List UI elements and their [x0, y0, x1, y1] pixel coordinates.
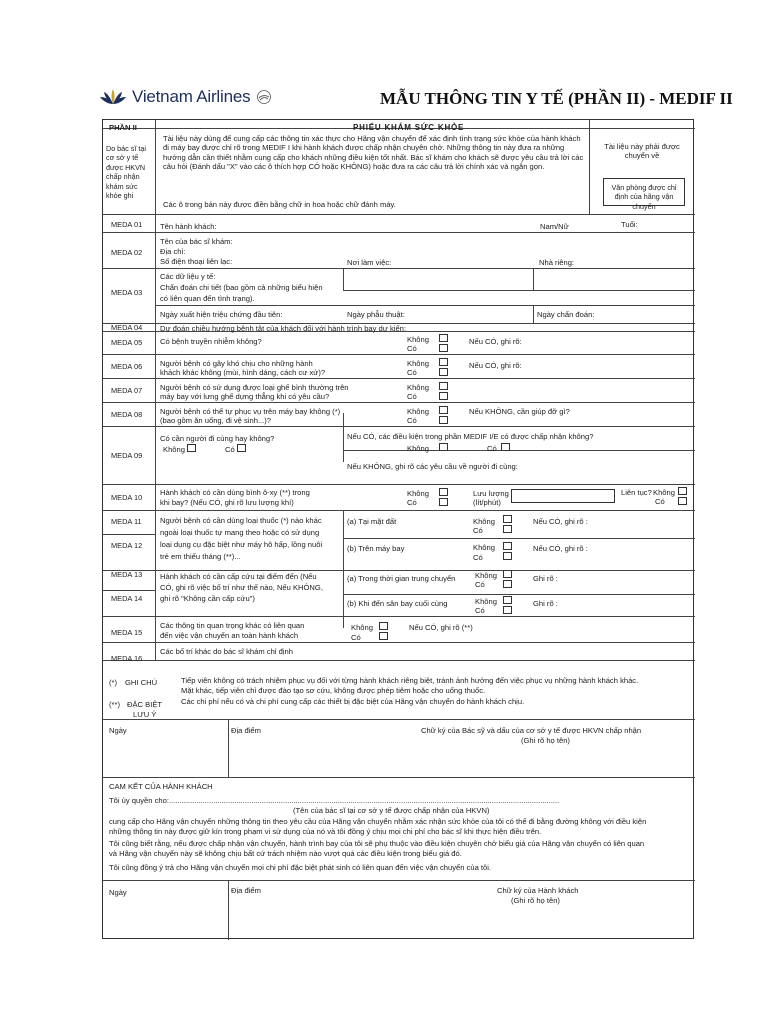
m06-co-checkbox[interactable]: [439, 368, 448, 376]
commit-p2a: Tôi cũng biết rằng, nếu được chấp nhận vận chuyển, hành trình bay của tôi sẽ phụ thuộc vào điều kiện chuyên chở biểu giá của Hãng vận chuyển có liên quan: [109, 839, 645, 848]
m13-note: Ghi rõ :: [533, 574, 558, 583]
m09-co-checkbox[interactable]: [237, 444, 246, 452]
code-meda-06: MEDA 06: [111, 362, 143, 371]
code-meda-05: MEDA 05: [111, 338, 143, 347]
m03-l1: Các dữ liệu y tế:: [160, 272, 216, 281]
m07-khong-label: Không: [407, 383, 429, 392]
m15-q2: đến việc vận chuyển an toàn hành khách: [160, 631, 299, 640]
m11-q2: ngoài loại thuốc tự mang theo hoặc có sử dụng: [160, 528, 320, 537]
m14-co-checkbox[interactable]: [503, 606, 512, 614]
m03-l4: Ngày xuất hiện triệu chứng đầu tiên:: [160, 310, 283, 319]
m11-khong-label: Không: [473, 517, 495, 526]
m11-if-yes: Nếu CÓ, ghi rõ :: [533, 517, 588, 526]
m15-khong-label: Không: [351, 623, 373, 632]
m08-khong-label: Không: [407, 407, 429, 416]
m06-q1: Người bệnh có gây khó chịu cho những hành: [160, 359, 313, 368]
note-text-1: Tiếp viên không có trách nhiệm phục vụ đối với từng hành khách riêng biệt, tránh ảnh hưởng đến việc phục vụ những hành khách khác.: [181, 676, 639, 685]
note-label-2b: LƯU Ý: [133, 710, 157, 719]
m10-co-label: Có: [407, 498, 417, 507]
m13-khong-checkbox[interactable]: [503, 570, 512, 578]
m10-khong-label: Không: [407, 489, 429, 498]
part-label: PHẦN II: [109, 123, 137, 132]
m10-q1: Hành khách có cần dùng bình ô-xy (**) trong: [160, 488, 310, 497]
m08-if-no: Nếu KHÔNG, cần giúp đỡ gì?: [469, 407, 570, 416]
m02-workplace: Nơi làm việc:: [347, 258, 392, 267]
m09-cond-co-checkbox[interactable]: [501, 443, 510, 451]
m06-if-yes: Nếu CÓ, ghi rõ:: [469, 361, 522, 370]
m08-q2: (bao gồm ăn uống, đi vệ sinh...)?: [160, 416, 272, 425]
m13-co-label: Có: [475, 580, 485, 589]
m12-co-checkbox[interactable]: [503, 552, 512, 560]
intro-paragraph: Tài liệu này dùng để cung cấp các thông tin xác thực cho Hãng vận chuyển để xác định tình trạng sức khỏe của hành khách đi máy bay được chỉ rõ trong MEDIF I khi hành khách được chấp nhận chuyên chở. Những thông tin này đưa ra những hướng dẫn cần thiết nhằm cung cấp cho khách những điều kiện tốt nhất. Bác sĩ khám cho khách sẽ được yêu cầu trả lời các câu hỏi (Đánh dấu "X" vào các ô thích hợp CÓ hoặc KHÔNG) hoặc đưa ra các câu trả lời chính xác và ngắn gọn.: [163, 134, 584, 172]
m06-q2: khách khác không (mùi, hình dáng, cách cư xử)?: [160, 368, 326, 377]
m02-phone: Số điện thoại liên lạc:: [160, 257, 233, 266]
m12-co-label: Có: [473, 553, 483, 562]
commit-auth-note: (Tên của bác sĩ tại cơ sở y tế được chấp nhận của HKVN): [293, 806, 490, 815]
m16-text: Các bố trí khác do bác sĩ khám chỉ định: [160, 647, 293, 656]
m15-if-yes: Nếu CÓ, ghi rõ (**): [409, 623, 473, 632]
commit-p1b: những thông tin này được giữ kín trong phạm vi sử dụng của nó và tôi đồng ý chịu mọi chi phí cho bác sĩ khi thực hiện điều trên.: [109, 827, 542, 836]
code-meda-14: MEDA 14: [111, 594, 143, 603]
sign1-signature: Chữ ký của Bác sỹ và dấu của cơ sở y tế được HKVN chấp nhận: [421, 726, 642, 735]
m03-diag-date: Ngày chẩn đoán:: [537, 310, 595, 319]
code-meda-16: MEDA 16: [111, 654, 143, 663]
m03-surgery: Ngày phẫu thuật:: [347, 310, 405, 319]
m15-khong-checkbox[interactable]: [379, 622, 388, 630]
code-meda-01: MEDA 01: [111, 220, 143, 229]
m10-cont-co-label: Có: [655, 497, 665, 506]
code-meda-08: MEDA 08: [111, 410, 143, 419]
lotus-icon: [98, 87, 128, 107]
commit-title: CAM KẾT CỦA HÀNH KHÁCH: [109, 782, 213, 791]
note-label-1: GHI CHÚ: [125, 678, 158, 687]
m08-khong-checkbox[interactable]: [439, 406, 448, 414]
code-meda-11: MEDA 11: [111, 517, 142, 526]
m05-khong-label: Không: [407, 335, 429, 344]
m05-question: Có bệnh truyền nhiễm không?: [160, 337, 262, 346]
m10-khong-checkbox[interactable]: [439, 488, 448, 496]
m11-q4: trẻ em thiếu tháng (**)...: [160, 552, 241, 561]
m11-khong-checkbox[interactable]: [503, 515, 512, 523]
m14-note: Ghi rõ :: [533, 599, 558, 608]
sign1-date: Ngày: [109, 726, 127, 735]
code-meda-07: MEDA 07: [111, 386, 143, 395]
m10-cont-co-checkbox[interactable]: [678, 497, 687, 505]
left-note: Do bác sĩ tại cơ sở y tế được HKVN chấp nhận khám sức khỏe ghi: [106, 144, 146, 201]
m06-khong-checkbox[interactable]: [439, 358, 448, 366]
m10-co-checkbox[interactable]: [439, 498, 448, 506]
m05-co-label: Có: [407, 344, 417, 353]
sign1-place: Địa điểm: [231, 726, 261, 735]
send-box: [603, 178, 685, 211]
note-text-3: Các chi phí nếu có và chi phí cung cấp các thiết bị đặc biệt của Hãng vận chuyển do hành khách chịu.: [181, 697, 525, 706]
m14-khong-label: Không: [475, 597, 497, 606]
m01-name: Tên hành khách:: [160, 222, 217, 231]
m11-a: (a) Tại mặt đất: [347, 517, 397, 526]
m02-address: Địa chỉ:: [160, 247, 186, 256]
m11-q1: Người bệnh có cần dùng loại thuốc (*) nào khác: [160, 516, 322, 525]
m04-text: Dự đoán chiều hướng bệnh tật của khách đối với hành trình bay dự kiến:: [160, 324, 407, 333]
m13-a: (a) Trong thời gian trung chuyển: [347, 574, 456, 583]
m14-khong-checkbox[interactable]: [503, 596, 512, 604]
m13-co-checkbox[interactable]: [503, 580, 512, 588]
m05-if-yes: Nếu CÓ, ghi rõ:: [469, 337, 522, 346]
send-note: Tài liệu này phải được chuyển về: [604, 142, 680, 161]
m09-question: Có cần người đi cùng hay không?: [160, 434, 275, 443]
note-text-2: Mặt khác, tiếp viên chỉ được đào tạo sơ cứu, không được phép tiêm hoặc cho uống thuốc.: [181, 686, 486, 695]
m12-khong-label: Không: [473, 543, 495, 552]
m07-co-checkbox[interactable]: [439, 392, 448, 400]
m13-q2: CÓ, ghi rõ việc bố trí như thế nào, Nếu KHÔNG,: [160, 583, 323, 592]
m02-home: Nhà riêng:: [539, 258, 575, 267]
code-meda-04: MEDA 04: [111, 323, 143, 332]
m13-q3: ghi rõ "Không cần cấp cứu"): [160, 594, 255, 603]
m10-cont-khong-label: Không: [653, 488, 675, 497]
m01-sex: Nam/Nữ: [540, 222, 569, 231]
code-meda-13: MEDA 13: [111, 570, 143, 579]
m05-khong-checkbox[interactable]: [439, 334, 448, 342]
commit-p3: Tôi cũng đồng ý trả cho Hãng vận chuyển mọi chi phí đặc biệt phát sinh có liên quan đến việc vận chuyển của tôi.: [109, 863, 492, 872]
m15-q1: Các thông tin quan trọng khác có liên quan: [160, 621, 305, 630]
m12-if-yes: Nếu CÓ, ghi rõ :: [533, 544, 588, 553]
m01-age: Tuổi:: [621, 220, 638, 229]
note-star-1: (*): [109, 678, 118, 687]
m13-q1: Hành khách có cần cấp cứu tại điểm đến (Nếu: [160, 572, 317, 581]
m06-khong-label: Không: [407, 359, 429, 368]
m09-khong-checkbox[interactable]: [187, 444, 196, 452]
skyteam-icon: [256, 89, 272, 105]
m09-condition: Nếu CÓ, các điều kiện trong phần MEDIF I/E có được chấp nhận không?: [347, 432, 594, 441]
m03-l2: Chẩn đoán chi tiết (bao gồm cả những biểu hiện: [160, 283, 323, 292]
m11-co-label: Có: [473, 526, 483, 535]
m07-co-label: Có: [407, 392, 417, 401]
note-star-2: (**): [109, 700, 120, 709]
m08-co-label: Có: [407, 416, 417, 425]
m12-khong-checkbox[interactable]: [503, 542, 512, 550]
m10-flow-input[interactable]: [511, 489, 615, 503]
section-title: PHIẾU KHÁM SỨC KHỎE: [353, 123, 465, 132]
m14-co-label: Có: [475, 606, 485, 615]
code-meda-12: MEDA 12: [111, 541, 143, 550]
m11-co-checkbox[interactable]: [503, 525, 512, 533]
m10-flow2: (lít/phút): [473, 498, 501, 507]
m13-khong-label: Không: [475, 571, 497, 580]
sign2-place: Địa điểm: [231, 886, 261, 895]
m07-q1: Người bệnh có sử dụng được loại ghế bình thường trên: [160, 383, 349, 392]
m10-continuous: Liên tục?: [621, 488, 652, 497]
code-meda-03: MEDA 03: [111, 288, 143, 297]
m09-cond-co-label: Có: [487, 444, 497, 453]
m11-q3: loại dụng cụ đặc biệt như máy hô hấp, lồng nuôi: [160, 540, 323, 549]
m15-co-label: Có: [351, 633, 361, 642]
sign2-fullname: (Ghi rõ họ tên): [511, 896, 560, 905]
m05-co-checkbox[interactable]: [439, 344, 448, 352]
commit-p2b: và Hãng vận chuyển này sẽ không chịu bất cứ trách nhiệm nào vượt quá các điều kiện trong biểu giá đó.: [109, 849, 462, 858]
m06-co-label: Có: [407, 368, 417, 377]
m08-q1: Người bệnh có thể tự phục vụ trên máy bay không (*): [160, 407, 341, 416]
m03-l3: có liên quan đến tình trạng).: [160, 294, 255, 303]
send-box-text: Văn phòng được chỉ định của hãng vận chuyển: [611, 183, 677, 211]
m10-q2: khi bay? (Nếu CÓ, ghi rõ lưu lượng khí): [160, 498, 294, 507]
m09-co-label: Có: [225, 445, 235, 454]
m09-cond-khong-label: Không: [407, 444, 429, 453]
commit-p1a: cung cấp cho Hãng vận chuyển những thông tin theo yêu cầu của Hãng vận chuyển nhằm xác nhận sức khỏe của tôi có thể đi bằng đường không với điều kiện: [109, 817, 647, 826]
code-meda-15: MEDA 15: [111, 628, 143, 637]
sign1-fullname: (Ghi rõ họ tên): [521, 736, 570, 745]
commit-authorize: Tôi ủy quyền cho:.........................................................................................................................................................................................: [109, 796, 560, 805]
m10-cont-khong-checkbox[interactable]: [678, 487, 687, 495]
m09-cond-khong-checkbox[interactable]: [439, 443, 448, 451]
m10-flow1: Lưu lượng: [473, 489, 509, 498]
note-label-2a: ĐẶC BIỆT: [127, 700, 163, 709]
document-title: MẪU THÔNG TIN Y TẾ (PHẦN II) - MEDIF II: [380, 89, 733, 108]
m07-khong-checkbox[interactable]: [439, 382, 448, 390]
intro-note: Các ô trong bản này được điền bằng chữ in hoa hoặc chữ đánh máy.: [163, 200, 396, 209]
m08-co-checkbox[interactable]: [439, 416, 448, 424]
sign2-signature: Chữ ký của Hành khách: [497, 886, 579, 895]
sign2-date: Ngày: [109, 888, 127, 897]
m02-doctor: Tên của bác sĩ khám:: [160, 237, 233, 246]
medical-form: [102, 119, 694, 939]
m09-khong-label: Không: [163, 445, 185, 454]
airline-name: Vietnam Airlines: [132, 87, 251, 106]
m12-b: (b) Trên máy bay: [347, 544, 405, 553]
m07-q2: máy bay với lưng ghế dựng thẳng khi có yêu cầu?: [160, 392, 330, 401]
m15-co-checkbox[interactable]: [379, 632, 388, 640]
code-meda-10: MEDA 10: [111, 493, 143, 502]
code-meda-09: MEDA 09: [111, 451, 143, 460]
code-meda-02: MEDA 02: [111, 248, 143, 257]
m09-if-no: Nếu KHÔNG, ghi rõ các yêu cầu về người đi cùng:: [347, 462, 518, 471]
airline-logo: [98, 86, 272, 108]
m14-b: (b) Khi đến sân bay cuối cùng: [347, 599, 448, 608]
